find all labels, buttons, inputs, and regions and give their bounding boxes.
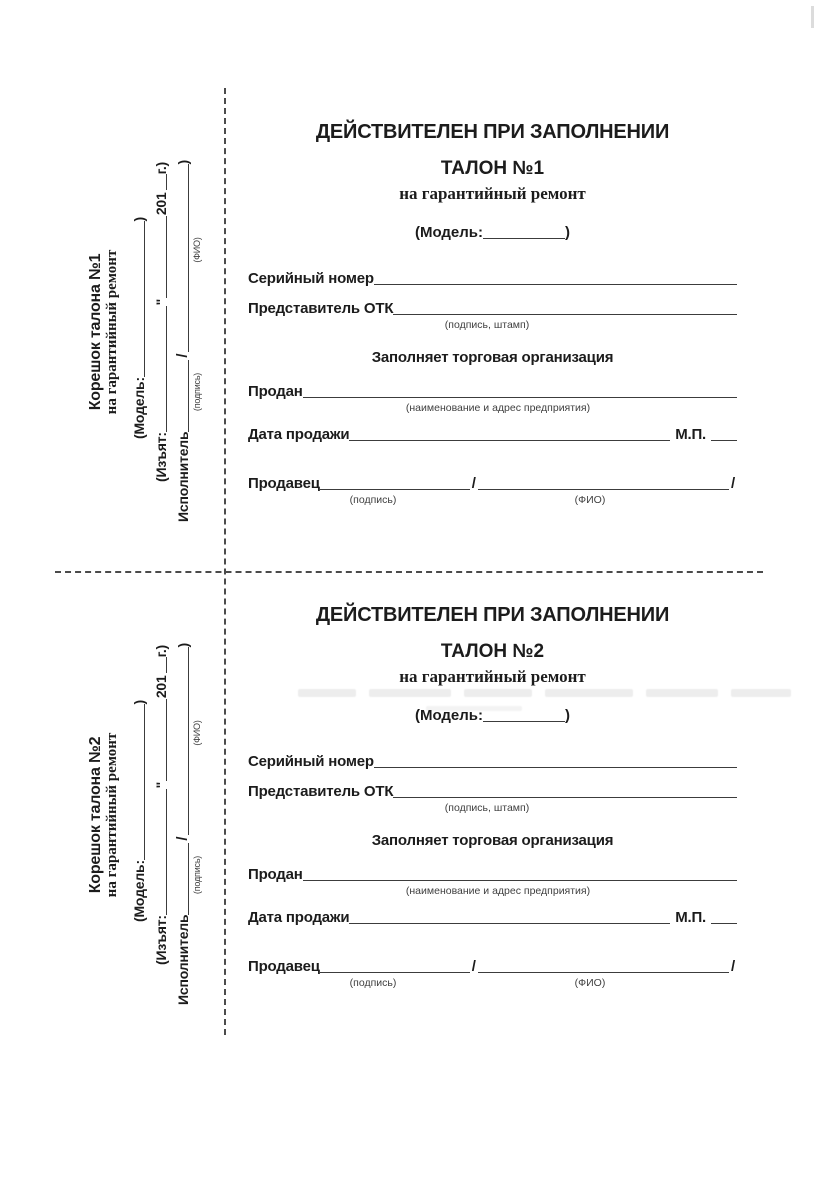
sold-label: Продан: [248, 866, 303, 883]
section-heading: Заполняет торговая организация: [371, 832, 614, 849]
fill-line: [164, 699, 167, 781]
stub-executor-label: Исполнитель: [175, 431, 191, 522]
otk-label: Представитель ОТК: [248, 783, 394, 800]
fill-line: [711, 438, 737, 441]
fill-line: [164, 306, 167, 432]
coupon-1-stub: [87, 142, 213, 522]
fill-line: [164, 657, 167, 673]
fill-line: [303, 395, 737, 398]
fill-line: [164, 789, 167, 915]
model-close: ): [565, 224, 571, 241]
stub-model-label: (Модель:: [131, 860, 147, 922]
seller-row: [248, 955, 737, 975]
fill-line: [374, 765, 737, 768]
stub-izyat-year: 201: [153, 675, 169, 699]
stub-caption-fio: (ФИО): [192, 237, 202, 263]
slash: /: [471, 958, 476, 975]
fill-line: [186, 647, 189, 834]
model-row: [248, 224, 737, 241]
stub-model-close: ): [131, 700, 147, 705]
fill-line: [478, 970, 729, 973]
date-row: [248, 906, 737, 926]
stub-executor-close: ): [175, 643, 191, 648]
stub-izyat-label: (Изъят:: [153, 432, 169, 482]
stub-caption-signature: (подпись): [192, 372, 202, 412]
fill-line: [349, 438, 670, 441]
fill-line: [186, 843, 189, 915]
stub-izyat-row: [151, 645, 169, 965]
stub-izyat-close: г.): [153, 162, 169, 175]
fill-line: [374, 282, 737, 285]
slash: /: [731, 475, 735, 492]
stub-executor-close: ): [175, 160, 191, 165]
stub-izyat-quote: ": [153, 298, 169, 306]
coupon-2: [0, 483, 839, 1005]
model-row: [248, 707, 737, 724]
stamp-label: М.П.: [675, 909, 706, 926]
otk-caption: (подпись, штамп): [444, 802, 530, 814]
stub-caption-fio: (ФИО): [192, 720, 202, 746]
stub-izyat-year: 201: [153, 192, 169, 216]
otk-label: Представитель ОТК: [248, 300, 394, 317]
validity-heading: ДЕЙСТВИТЕЛЕН ПРИ ЗАПОЛНЕНИИ: [315, 604, 670, 626]
stamp-label: М.П.: [675, 426, 706, 443]
seller-label: Продавец: [248, 475, 320, 492]
sold-caption: (наименование и адрес предприятия): [405, 885, 591, 897]
fill-line: [142, 704, 145, 860]
section-heading: Заполняет торговая организация: [371, 349, 614, 366]
stub-caption-signature: (подпись): [192, 855, 202, 895]
fill-line: [393, 795, 737, 798]
otk-row: [248, 297, 737, 317]
fill-line: [320, 970, 470, 973]
stub-izyat-label: (Изъят:: [153, 915, 169, 965]
stub-subtitle: на гарантийный ремонт: [104, 249, 120, 415]
sold-row: [248, 380, 737, 400]
stub-izyat-quote: ": [153, 781, 169, 789]
model-close: ): [565, 707, 571, 724]
stub-executor-row: [173, 643, 202, 1005]
stub-model-row: [129, 700, 147, 922]
ghost-showthrough: [298, 689, 791, 697]
coupon-1: [0, 0, 839, 522]
sold-row: [248, 863, 737, 883]
date-label: Дата продажи: [248, 909, 350, 926]
date-label: Дата продажи: [248, 426, 350, 443]
fill-line: [349, 921, 670, 924]
seller-label: Продавец: [248, 958, 320, 975]
sold-label: Продан: [248, 383, 303, 400]
serial-row: [248, 267, 737, 287]
model-label: (Модель:: [414, 707, 484, 724]
fill-line: [164, 174, 167, 190]
otk-row: [248, 780, 737, 800]
fill-line: [303, 878, 737, 881]
stub-model-label: (Модель:: [131, 377, 147, 439]
coupon-title: ТАЛОН №1: [440, 158, 545, 179]
validity-heading: ДЕЙСТВИТЕЛЕН ПРИ ЗАПОЛНЕНИИ: [315, 121, 670, 143]
model-label: (Модель:: [414, 224, 484, 241]
seller-caption-fio: (ФИО): [574, 977, 606, 989]
serial-row: [248, 750, 737, 770]
sold-caption: (наименование и адрес предприятия): [405, 402, 591, 414]
slash: /: [174, 353, 191, 358]
stub-subtitle: на гарантийный ремонт: [104, 732, 120, 898]
slash: /: [174, 836, 191, 841]
slash: /: [731, 958, 735, 975]
coupon-title: ТАЛОН №2: [440, 641, 545, 662]
fill-line: [142, 221, 145, 377]
stub-model-row: [129, 217, 147, 439]
fill-line: [186, 360, 189, 432]
coupon-subtitle: на гарантийный ремонт: [399, 184, 586, 203]
stub-izyat-row: [151, 162, 169, 482]
stub-izyat-close: г.): [153, 645, 169, 658]
coupon-subtitle: на гарантийный ремонт: [399, 667, 586, 686]
fill-line: [186, 164, 189, 351]
stub-executor-row: [173, 160, 202, 522]
slash: /: [471, 475, 476, 492]
fill-line: [393, 312, 737, 315]
stub-title: Корешок талона №2: [87, 736, 104, 894]
otk-caption: (подпись, штамп): [444, 319, 530, 331]
fill-line: [711, 921, 737, 924]
fill-line: [483, 236, 565, 239]
stub-executor-label: Исполнитель: [175, 914, 191, 1005]
serial-label: Серийный номер: [248, 270, 374, 287]
coupon-2-stub: [87, 625, 213, 1005]
fill-line: [483, 719, 565, 722]
seller-caption-signature: (подпись): [349, 977, 397, 989]
serial-label: Серийный номер: [248, 753, 374, 770]
fill-line: [164, 216, 167, 298]
seller-caption-fio: (ФИО): [574, 494, 606, 506]
seller-caption-signature: (подпись): [349, 494, 397, 506]
stub-model-close: ): [131, 217, 147, 222]
stub-title: Корешок талона №1: [87, 253, 104, 411]
date-row: [248, 423, 737, 443]
